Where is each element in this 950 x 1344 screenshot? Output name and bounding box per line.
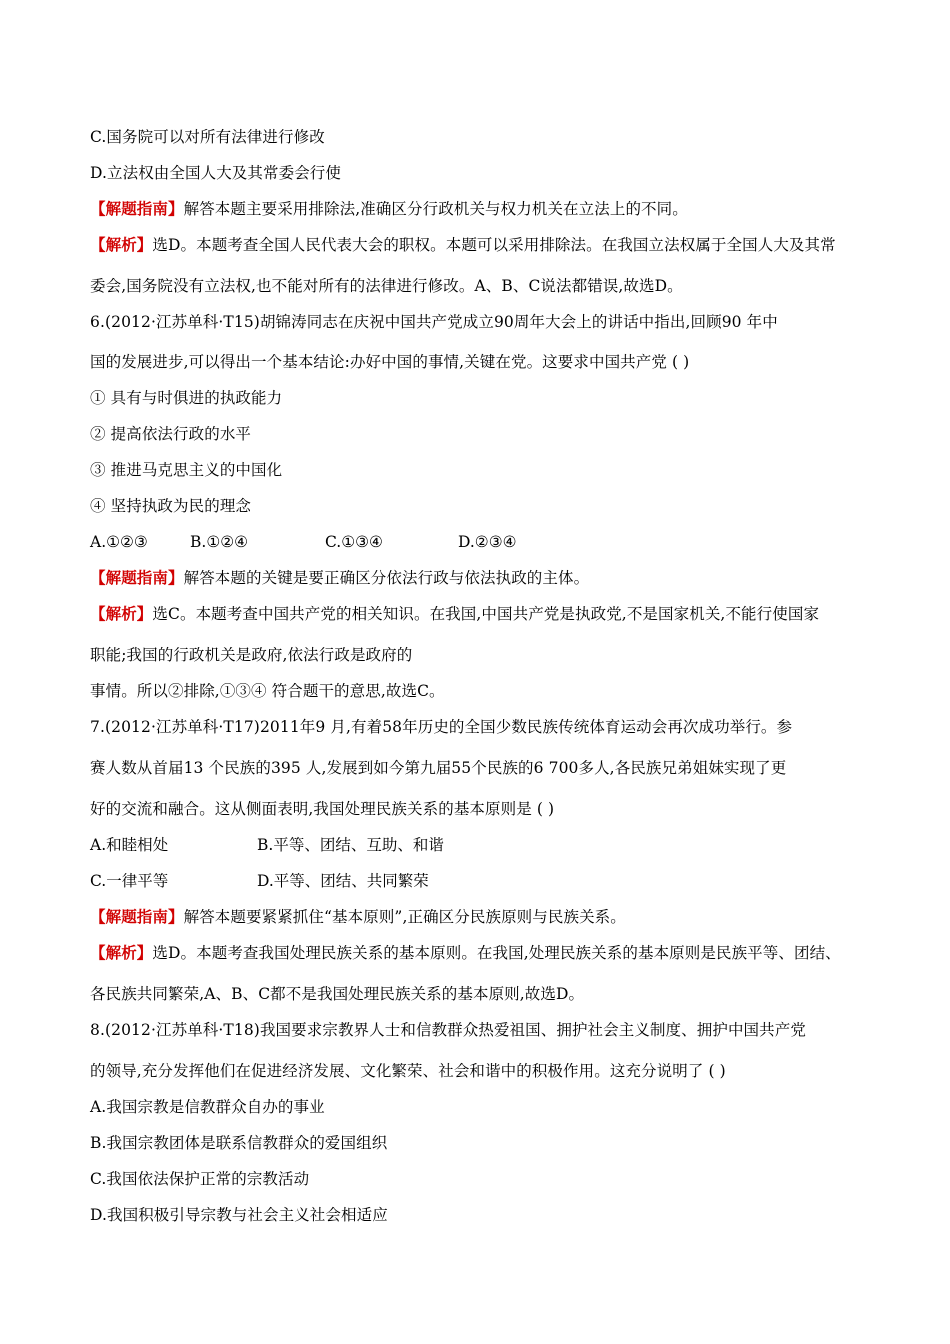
q6-stem-line2: 国的发展进步,可以得出一个基本结论:办好中国的事情,关键在党。这要求中国共产党 ( ) <box>90 353 690 371</box>
guide-text: 解答本题主要采用排除法,准确区分行政机关与权力机关在立法上的不同。 <box>183 200 688 218</box>
q5-option-d: D.立法权由全国人大及其常委会行使 <box>90 164 342 182</box>
q7-guide <box>90 907 626 927</box>
q6-item-3: ③ 推进马克思主义的中国化 <box>90 461 283 479</box>
q6-item-4: ④ 坚持执政为民的理念 <box>90 497 252 515</box>
q6-analysis-line3: 事情。所以②排除,①③④ 符合题干的意思,故选C。 <box>90 682 445 700</box>
q8-option-d: D.我国积极引导宗教与社会主义社会相适应 <box>90 1206 388 1224</box>
q5-analysis-line1 <box>90 235 836 255</box>
q7-option-d: D.平等、团结、共同繁荣 <box>257 872 429 890</box>
q6-guide <box>90 568 589 588</box>
q7-stem-line1: 7.(2012·江苏单科·T17)2011年9 月,有着58年历史的全国少数民族传统体育运动会再次成功举行。参 <box>90 718 793 736</box>
guide-text: 解答本题的关键是要正确区分依法行政与依法执政的主体。 <box>183 569 590 587</box>
q6-option-a: A.①②③ <box>90 533 148 551</box>
q6-analysis-line1 <box>90 604 819 624</box>
analysis-text: 选D。本题考查全国人民代表大会的职权。本题可以采用排除法。在我国立法权属于全国人大及其常 <box>152 236 836 254</box>
q6-item-2: ② 提高依法行政的水平 <box>90 425 252 443</box>
guide-text: 解答本题要紧紧抓住“基本原则”,正确区分民族原则与民族关系。 <box>183 908 626 926</box>
analysis-tag: 【解析】 <box>90 235 153 254</box>
q6-option-b: B.①②④ <box>190 533 249 551</box>
q7-option-c: C.一律平等 <box>90 872 169 890</box>
q7-option-a: A.和睦相处 <box>90 836 169 854</box>
q7-stem-line3: 好的交流和融合。这从侧面表明,我国处理民族关系的基本原则是 ( ) <box>90 800 555 818</box>
analysis-tag: 【解析】 <box>90 943 153 962</box>
analysis-tag: 【解析】 <box>90 604 153 623</box>
q7-analysis-line1 <box>90 943 841 963</box>
q6-option-c: C.①③④ <box>325 533 383 551</box>
q6-item-1: ① 具有与时俱进的执政能力 <box>90 389 283 407</box>
q6-stem-line1: 6.(2012·江苏单科·T15)胡锦涛同志在庆祝中国共产党成立90周年大会上的讲话中指出,回顾90 年中 <box>90 313 778 331</box>
q7-option-b: B.平等、团结、互助、和谐 <box>257 836 444 854</box>
q5-analysis-line2: 委会,国务院没有立法权,也不能对所有的法律进行修改。A、B、C说法都错误,故选D。 <box>90 277 683 295</box>
q5-guide <box>90 199 688 219</box>
q7-analysis-line2: 各民族共同繁荣,A、B、C都不是我国处理民族关系的基本原则,故选D。 <box>90 985 585 1003</box>
q8-option-a: A.我国宗教是信教群众自办的事业 <box>90 1098 325 1116</box>
q6-option-d: D.②③④ <box>458 533 517 551</box>
guide-tag: 【解题指南】 <box>90 907 184 926</box>
q8-option-c: C.我国依法保护正常的宗教活动 <box>90 1170 310 1188</box>
q6-analysis-line2: 职能;我国的行政机关是政府,依法行政是政府的 <box>90 646 413 664</box>
q8-option-b: B.我国宗教团体是联系信教群众的爱国组织 <box>90 1134 388 1152</box>
q7-stem-line2: 赛人数从首届13 个民族的395 人,发展到如今第九届55个民族的6 700多人,各民族兄弟姐妹实现了更 <box>90 759 787 777</box>
guide-tag: 【解题指南】 <box>90 568 184 587</box>
analysis-text: 选D。本题考查我国处理民族关系的基本原则。在我国,处理民族关系的基本原则是民族平等、团结、 <box>152 944 841 962</box>
q8-stem-line2: 的领导,充分发挥他们在促进经济发展、文化繁荣、社会和谐中的积极作用。这充分说明了 ( ) <box>90 1062 726 1080</box>
q8-stem-line1: 8.(2012·江苏单科·T18)我国要求宗教界人士和信教群众热爱祖国、拥护社会主义制度、拥护中国共产党 <box>90 1021 806 1039</box>
guide-tag: 【解题指南】 <box>90 199 184 218</box>
q5-option-c: C.国务院可以对所有法律进行修改 <box>90 128 325 146</box>
analysis-text: 选C。本题考查中国共产党的相关知识。在我国,中国共产党是执政党,不是国家机关,不能行使国家 <box>152 605 820 623</box>
